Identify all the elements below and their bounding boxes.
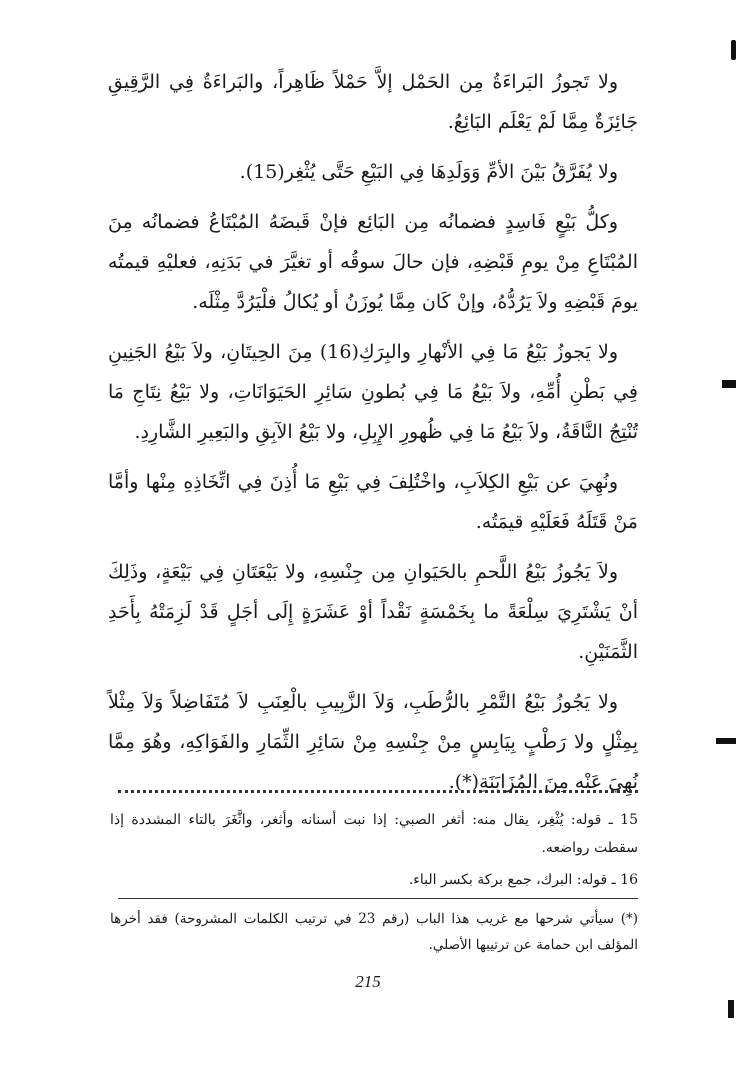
edge-mark-bottom xyxy=(728,1000,734,1018)
footnotes xyxy=(110,806,638,898)
paragraph-3: وكلُّ بَيْعٍ فَاسِدٍ فضمانُه مِن البَائِع فإنْ قَبضَهُ المُبْتَاعُ فضمانُه مِنَ المُبْتَاعِ مِنْ يومِ قَبْضِهِ، فإن حالَ سوقُه أو تغيَّرَ في بَدَنِهِ، فعليْهِ قيمتُه يومَ قَبْضِهِ ولاَ يَرُدُّهُ، وإنْ كَان مِمَّا يُوزَنُ أو يُكالُ فلْيَرُدَّ مِثْلَه. xyxy=(108,211,638,313)
paragraph-2: ولا يُفَرَّقُ بَيْنَ الأمِّ وَوَلَدِهَا فِي البَيْعِ حَتَّى يُثْغِر(15). xyxy=(239,161,618,183)
main-text xyxy=(108,62,638,812)
edge-mark-middle xyxy=(722,380,736,388)
editor-note: (*) سيأتي شرحها مع غريب هذا الباب (رقم 23 في ترتيب الكلمات المشروحة) فقد أخرها المؤلف ابن حمامة عن ترتيبها الأصلي. xyxy=(110,911,638,953)
footnote-15: 15 ـ قوله: يُثْغِر، يقال منه: أثغر الصبي: إذا نبت أسنانه وأثغر، واثَّغَرَ بالتاء المشددة إذا سقطت رواضعه. xyxy=(110,812,638,856)
editor-note-rule xyxy=(118,898,638,899)
edge-mark-lower xyxy=(716,738,736,744)
page-number: 215 xyxy=(355,972,381,991)
paragraph-5: ونُهِيَ عن بَيْعِ الكِلاَبِ، واخْتُلِفَ فِي بَيْعِ مَا أُذِنَ فِي اتِّخَاذِهِ مِنْها وأمَّا مَنْ قَتَلَهُ فَعَلَيْهِ قيمَتُه. xyxy=(108,471,638,533)
edge-mark-top xyxy=(731,40,736,60)
paragraph-6: ولاَ يَجُوزُ بَيْعُ اللَّحمِ بالحَيَوانِ مِن جِنْسِهِ، ولا بَيْعَتَانِ فِي بَيْعَةٍ، وذَلِكَ أنْ يَشْتَرِيَ سِلْعَةً ما بِخَمْسَةٍ نَقْداً أوْ عَشَرَةٍ إِلَى أجَلٍ قَدْ لَزِمَتْهُ بِأَحَدِ الثَّمَنَيْنِ. xyxy=(108,561,638,663)
footnote-16: 16 ـ قوله: البرك، جمع بركة بكسر الباء. xyxy=(408,872,638,888)
paragraph-7: ولا يَجُوزُ بَيْعُ التَّمْرِ بالرُّطَبِ، وَلاَ الزَّبِيبِ بالْعِنَبِ لاَ مُتَفَاضِلاً وَلاَ مِثْلاً بِمِثْلٍ ولا رَطْبٍ بِيَابِسٍ مِنْ جِنْسِهِ مِنْ سَائِرِ الثِّمَارِ والفَوَاكِهِ، وهُوَ مِمَّا نُهِيَ عَنْه مِنَ المُزَابَنَةِ(*). xyxy=(108,691,638,793)
paragraph-1: ولا تَجوزُ البَراءَةُ مِن الحَمْل إلاَّ حَمْلاً ظَاهِراً، والبَراءَةُ فِي الرَّقِيقِ جَائِزَةٌ مِمَّا لَمْ يَعْلَم البَائِعُ. xyxy=(108,71,638,133)
paragraph-4: ولا يَجوزُ بَيْعُ مَا فِي الأنْهارِ والبِرَكِ(16) مِنَ الحِيتَانِ، ولاَ بَيْعُ الجَنِينِ فِي بَطْنِ أُمِّهِ، ولاَ بَيْعُ مَا فِي بُطونِ سَائِرِ الحَيَوَانَاتِ، ولا بَيْعُ نِتَاجِ مَا تُنْتِجُ النَّاقَةُ، ولاَ بَيْعُ مَا فِي ظُهورِ الإِبِلِ، ولا بَيْعُ الآبِقِ والبَعِيرِ الشَّارِدِ. xyxy=(108,341,638,443)
footnote-separator xyxy=(118,790,638,797)
